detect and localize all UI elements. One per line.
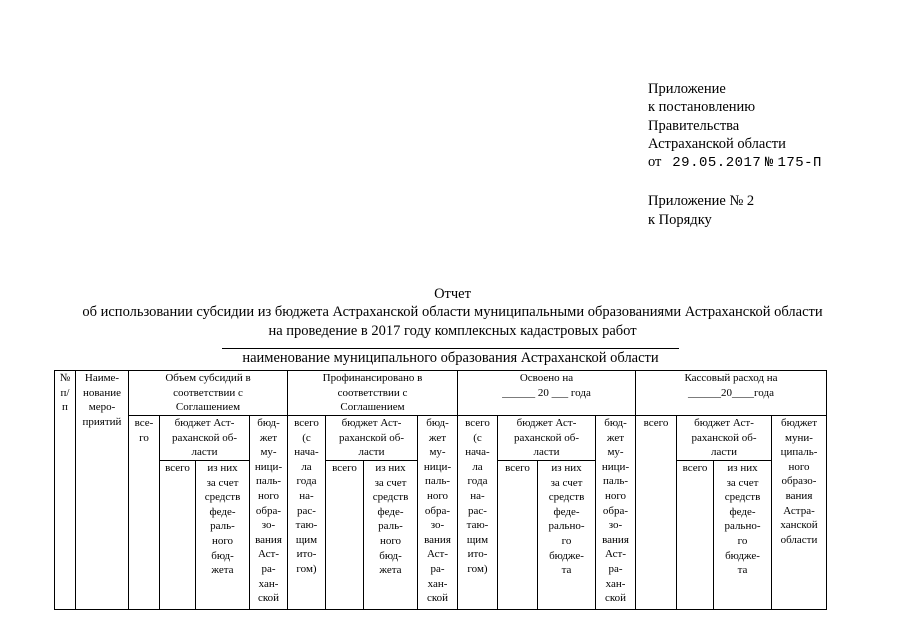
mas-municipal-header: бюд- жет му- ници- паль- ного обра- зо- вания Аст- ра- хан- ской (596, 416, 636, 610)
municipality-caption: наименование муниципального образования Астраханской области (222, 348, 679, 367)
fin-total-header: всего (с нача- ла года на- рас- таю- щим ито- гом) (288, 416, 326, 610)
report-title (0, 285, 905, 340)
report-table (54, 370, 827, 610)
header-subsidy-volume: Объем субсидий в соответствии с Соглашением (129, 371, 288, 416)
number-sign: № (764, 155, 774, 172)
decree-date: 29.05.2017 (672, 155, 762, 172)
mas-region-total-header: всего (498, 461, 538, 610)
appendix-line: к Порядку (648, 211, 712, 228)
from-label: от (648, 154, 662, 171)
mas-region-header: бюджет Аст- раханской об- ласти (498, 416, 596, 461)
header-number: № п/ п (55, 371, 76, 610)
appendix-line: Приложение № 2 (648, 193, 755, 210)
appendix-line: Астраханской области (648, 135, 786, 152)
title-line: на проведение в 2017 году комплексных кадастровых работ (268, 322, 637, 339)
vol-municipal-header: бюд- жет му- ници- паль- ного обра- зо- вания Аст- ра- хан- ской (250, 416, 288, 610)
cash-region-federal-header: из них за счет средств феде- рально- го бюдже- та (714, 461, 772, 610)
header-mastered: Освоено на ______ 20 ___ года (458, 371, 636, 416)
appendix-line: Правительства (648, 117, 740, 134)
decree-line (648, 153, 822, 172)
appendix-line: Приложение (648, 81, 726, 97)
header-activity-name: Наиме- нование меро- приятий (76, 371, 129, 610)
mas-region-federal-header: из них за счет средств феде- рально- го бюдже- та (538, 461, 596, 610)
cash-total-header: всего (636, 416, 677, 610)
vol-total-header: все- го (129, 416, 160, 610)
title-line: Отчет (434, 286, 471, 302)
title-line: об использовании субсидии из бюджета Астраханской области муниципальными образованиями Астраханской области (82, 304, 823, 321)
cash-region-header: бюджет Аст- раханской об- ласти (677, 416, 772, 461)
vol-region-federal-header: из них за счет средств феде- раль- ного бюд- жета (196, 461, 250, 610)
mas-total-header: всего (с нача- ла года на- рас- таю- щим ито- гом) (458, 416, 498, 610)
fin-region-total-header: всего (326, 461, 364, 610)
header-financed: Профинансировано в соответствии с Соглашением (288, 371, 458, 416)
vol-region-total-header: всего (160, 461, 196, 610)
cash-region-total-header: всего (677, 461, 714, 610)
decree-number: 175-П (777, 155, 822, 172)
cash-municipal-header: бюджет муни- ципаль- ного образо- вания Астра- ханской области (772, 416, 827, 610)
fin-region-federal-header: из них за счет средств феде- раль- ного бюд- жета (364, 461, 418, 610)
fin-municipal-header: бюд- жет му- ници- паль- ного обра- зо- вания Аст- ра- хан- ской (418, 416, 458, 610)
appendix-line: к постановлению (648, 99, 756, 116)
appendix-header (648, 80, 822, 229)
fin-region-header: бюджет Аст- раханской об- ласти (326, 416, 418, 461)
header-cash-expense: Кассовый расход на ______20____года (636, 371, 827, 416)
vol-region-header: бюджет Аст- раханской об- ласти (160, 416, 250, 461)
